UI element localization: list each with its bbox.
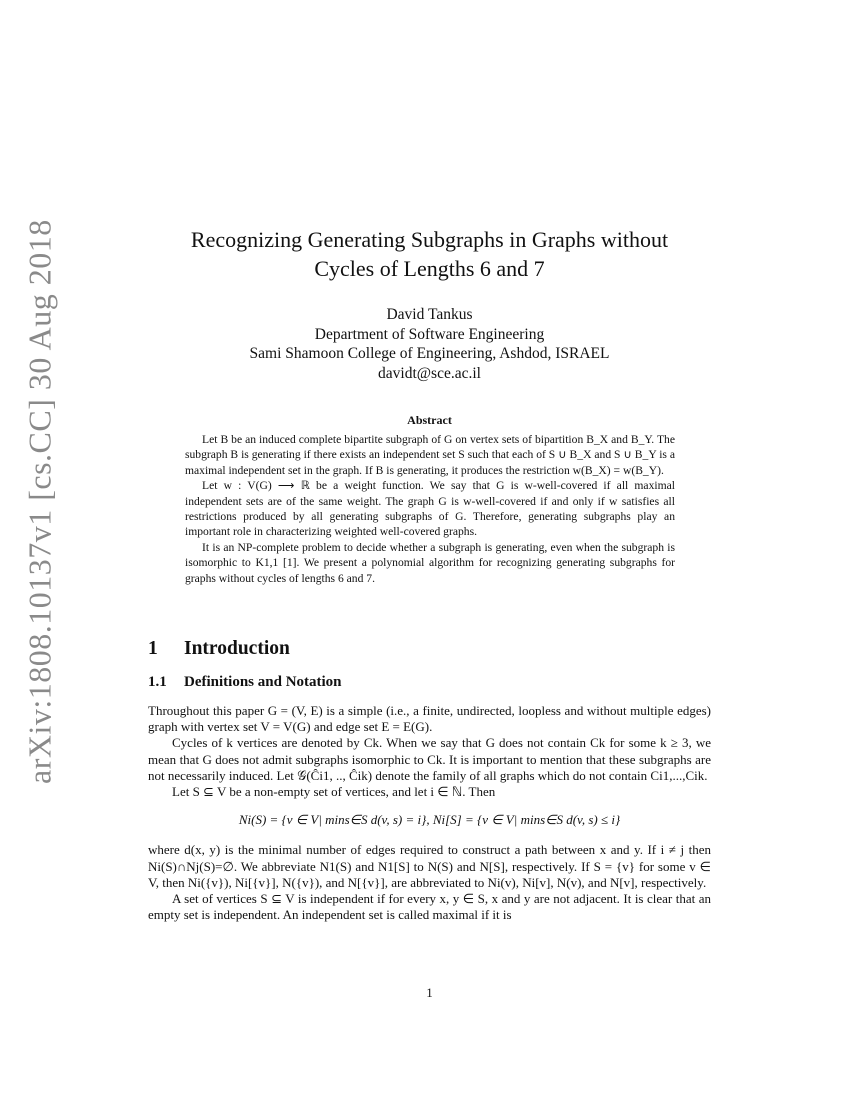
body-paragraph-1: Throughout this paper G = (V, E) is a simple (i.e., a finite, undirected, loopless and without multiple edges) graph with vertex set V = V(G) and edge set E = E(G). [148,703,711,735]
paper-title [148,225,711,283]
affiliation-college: Sami Shamoon College of Engineering, Ashdod, ISRAEL [249,345,610,362]
abstract [185,432,675,586]
affiliation-department: Department of Software Engineering [314,325,545,343]
author-email[interactable]: davidt@sce.ac.il [378,364,481,382]
abstract-paragraph-3: It is an NP-complete problem to decide whether a subgraph is generating, even when the subgraph is isomorphic to K1,1 [1]. We present a polynomial algorithm for recognizing generating subgraphs for graphs without cycles of lengths 6 and 7. [185,540,675,585]
body-paragraph-4: where d(x, y) is the minimal number of edges required to construct a path between x and y. If i ≠ j then Ni(S)∩Nj(S)=∅. We abbreviate N1(S) and N1[S] to N(S) and N[S], respectively. If S = {v} for some v ∈ V, then Ni({v}), Ni[{v}], N({v}), and N[{v}], are abbreviated to Ni(v), Ni[v], N(v), and N[v], respectively. [148,842,711,890]
body-paragraph-5: A set of vertices S ⊆ V is independent if for every x, y ∈ S, x and y are not adjacent. It is clear that an empty set is independent. An independent set is called maximal if it is [148,891,711,923]
author-name: David Tankus [386,306,473,323]
author-block [148,305,711,383]
title-line-1: Recognizing Generating Subgraphs in Graphs without [190,227,669,252]
subsection-title: Definitions and Notation [184,674,342,690]
body-paragraph-3: Let S ⊆ V be a non-empty set of vertices, and let i ∈ ℕ. Then [172,784,496,800]
section-heading-introduction [148,638,290,660]
subsection-heading-definitions [148,674,342,691]
subsection-number: 1.1 [148,674,167,690]
title-line-2: Cycles of Lengths 6 and 7 [314,256,545,281]
body-text [148,703,711,923]
abstract-paragraph-1: Let B be an induced complete bipartite subgraph of G on vertex sets of bipartition B_X and B_Y. The subgraph B is generating if there exists an independent set S such that each of S ∪ B_X and S ∪ B_Y is a maximal independent set in the graph. If B is generating, it produces the restriction w(B_X) = w(B_Y). [185,433,675,477]
abstract-heading: Abstract [407,413,452,427]
equation-neighborhoods: Ni(S) = {v ∈ V| mins∈S d(v, s) = i}, Ni[S] = {v ∈ V| mins∈S d(v, s) ≤ i} [238,812,621,828]
body-paragraph-2: Cycles of k vertices are denoted by Ck. When we say that G does not contain Ck for some k ≥ 3, we mean that G does not admit subgraphs isomorphic to Ck. It is important to mention that these subgraphs are not necessarily induced. Let 𝒢(Ĉi1, .., Ĉik) denote the family of all graphs which do not contain Ci1,...,Cik. [148,735,711,783]
section-number: 1 [148,638,158,659]
section-title: Introduction [184,638,290,659]
abstract-paragraph-2: Let w : V(G) ⟶ ℝ be a weight function. We say that G is w-well-covered if all maximal independent sets are of the same weight. The graph G is w-well-covered if and only if w satisfies all restrictions produced by all generating subgraphs of G. Therefore, generating subgraphs play an important role in characterizing weighted well-covered graphs. [185,479,675,539]
page-number: 1 [426,985,433,1000]
arxiv-identifier: arXiv:1808.10137v1 [cs.CC] 30 Aug 2018 [21,219,58,785]
